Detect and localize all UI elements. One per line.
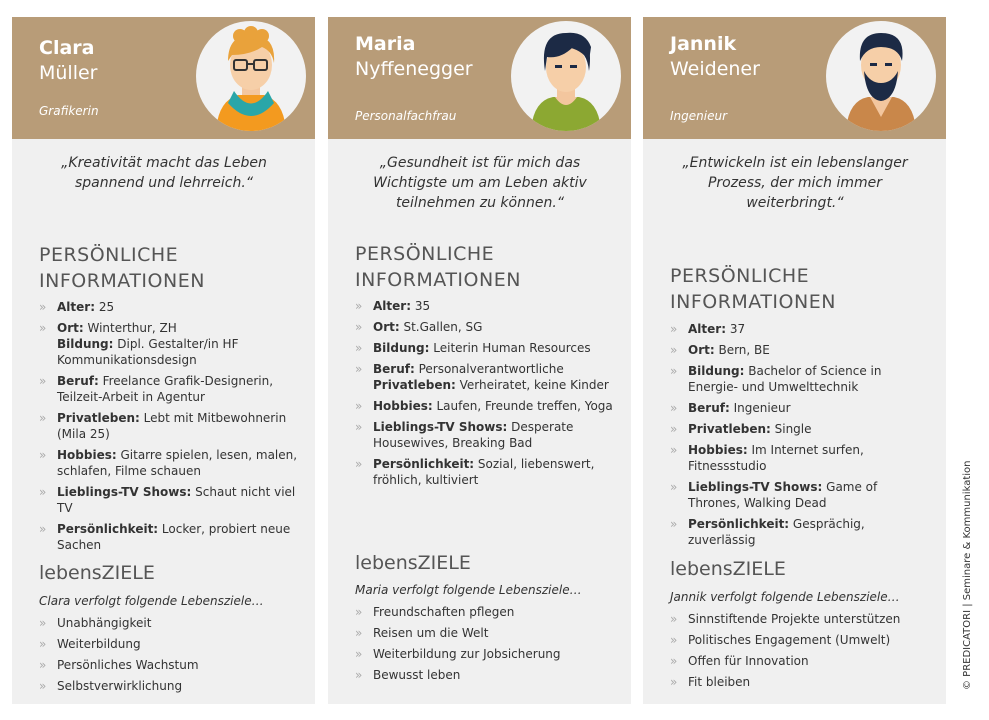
info-item-hobbies: » Hobbies: Im Internet surfen, Fitnessstudio — [670, 442, 932, 474]
info-item-tv: » Lieblings-TV Shows: Game of Thrones, Walking Dead — [670, 479, 932, 511]
info-item-private: » Privatleben: Lebt mit Mitbewohnerin (Mila 25) — [39, 410, 301, 442]
copyright-text: © PREDICATORI | Seminare & Kommunikation — [962, 460, 973, 690]
persona-role: Ingenieur — [670, 109, 728, 123]
avatar-clara — [196, 21, 306, 131]
info-item-tv: » Lieblings-TV Shows: Desperate Housewives, Breaking Bad — [355, 419, 617, 451]
goal-list — [355, 604, 617, 688]
info-item-location: » Ort: Winterthur, ZH Bildung: Dipl. Gestalter/in HF Kommunikationsdesign — [39, 320, 301, 368]
persona-header — [643, 17, 946, 139]
persona-header — [328, 17, 631, 139]
persona-first-name: Maria — [355, 33, 416, 55]
goals-intro: Clara verfolgt folgende Lebensziele… — [39, 594, 264, 608]
persona-role: Personalfachfrau — [355, 109, 457, 123]
goal-item: » Unabhängigkeit — [39, 615, 301, 631]
goal-item: » Weiterbildung — [39, 636, 301, 652]
info-item-hobbies: » Hobbies: Laufen, Freunde treffen, Yoga — [355, 398, 617, 414]
info-item-education: » Bildung: Bachelor of Science in Energie- und Umwelttechnik — [670, 363, 932, 395]
avatar-woman-dark-hair-icon — [511, 21, 621, 131]
avatar-maria — [511, 21, 621, 131]
info-list — [355, 298, 617, 493]
goals-title: lebensZIELE — [39, 562, 155, 584]
info-section-title: PERSÖNLICHE INFORMATIONEN — [39, 244, 205, 292]
goal-item: » Selbstverwirklichung — [39, 678, 301, 694]
persona-first-name: Jannik — [670, 33, 737, 55]
goals-title: lebensZIELE — [670, 558, 786, 580]
goals-intro: Maria verfolgt folgende Lebensziele… — [355, 583, 582, 597]
info-list — [670, 321, 932, 553]
info-item-location: » Ort: St.Gallen, SG — [355, 319, 617, 335]
info-item-personality: » Persönlichkeit: Sozial, liebenswert, fröhlich, kultiviert — [355, 456, 617, 488]
persona-quote: „Kreativität macht das Leben spannend und lehrreich.“ — [61, 155, 267, 191]
goal-item: » Bewusst leben — [355, 667, 617, 683]
avatar-woman-glasses-icon — [196, 21, 306, 131]
info-item-age: » Alter: 35 — [355, 298, 617, 314]
goal-item: » Offen für Innovation — [670, 653, 932, 669]
goal-list — [39, 615, 301, 699]
goal-item: » Freundschaften pflegen — [355, 604, 617, 620]
persona-header — [12, 17, 315, 139]
info-item-age: » Alter: 37 — [670, 321, 932, 337]
goal-item: » Fit bleiben — [670, 674, 932, 690]
persona-quote: „Gesundheit ist für mich das Wichtigste um am Leben aktiv teilnehmen zu können.“ — [373, 155, 587, 211]
goal-item: » Politisches Engagement (Umwelt) — [670, 632, 932, 648]
persona-card-clara — [12, 17, 315, 704]
persona-card-jannik — [643, 17, 946, 704]
info-section-title: PERSÖNLICHE INFORMATIONEN — [670, 265, 836, 313]
info-list — [39, 299, 301, 558]
goal-item: » Reisen um die Welt — [355, 625, 617, 641]
goal-item: » Persönliches Wachstum — [39, 657, 301, 673]
info-item-job: » Beruf: Freelance Grafik-Designerin, Teilzeit-Arbeit in Agentur — [39, 373, 301, 405]
persona-last-name: Müller — [39, 62, 98, 84]
avatar-jannik — [826, 21, 936, 131]
info-item-tv: » Lieblings-TV Shows: Schaut nicht viel TV — [39, 484, 301, 516]
persona-last-name: Nyffenegger — [355, 58, 473, 80]
info-item-private: » Privatleben: Single — [670, 421, 932, 437]
info-item-location: » Ort: Bern, BE — [670, 342, 932, 358]
goals-title: lebensZIELE — [355, 552, 471, 574]
info-item-education: » Bildung: Leiterin Human Resources — [355, 340, 617, 356]
persona-role: Grafikerin — [39, 104, 99, 118]
info-item-age: » Alter: 25 — [39, 299, 301, 315]
info-item-job: » Beruf: Ingenieur — [670, 400, 932, 416]
persona-last-name: Weidener — [670, 58, 760, 80]
info-item-personality: » Persönlichkeit: Locker, probiert neue Sachen — [39, 521, 301, 553]
goal-item: » Weiterbildung zur Jobsicherung — [355, 646, 617, 662]
goal-item: » Sinnstiftende Projekte unterstützen — [670, 611, 932, 627]
avatar-man-beard-icon — [826, 21, 936, 131]
persona-first-name: Clara — [39, 37, 95, 59]
info-item-personality: » Persönlichkeit: Gesprächig, zuverlässig — [670, 516, 932, 548]
info-item-job: » Beruf: Personalverantwortliche Privatleben: Verheiratet, keine Kinder — [355, 361, 617, 393]
persona-card-maria — [328, 17, 631, 704]
info-section-title: PERSÖNLICHE INFORMATIONEN — [355, 243, 521, 291]
info-item-hobbies: » Hobbies: Gitarre spielen, lesen, malen, schlafen, Filme schauen — [39, 447, 301, 479]
goal-list — [670, 611, 932, 695]
persona-quote: „Entwickeln ist ein lebenslanger Prozess, der mich immer weiterbringt.“ — [682, 155, 908, 211]
goals-intro: Jannik verfolgt folgende Lebensziele… — [670, 590, 900, 604]
